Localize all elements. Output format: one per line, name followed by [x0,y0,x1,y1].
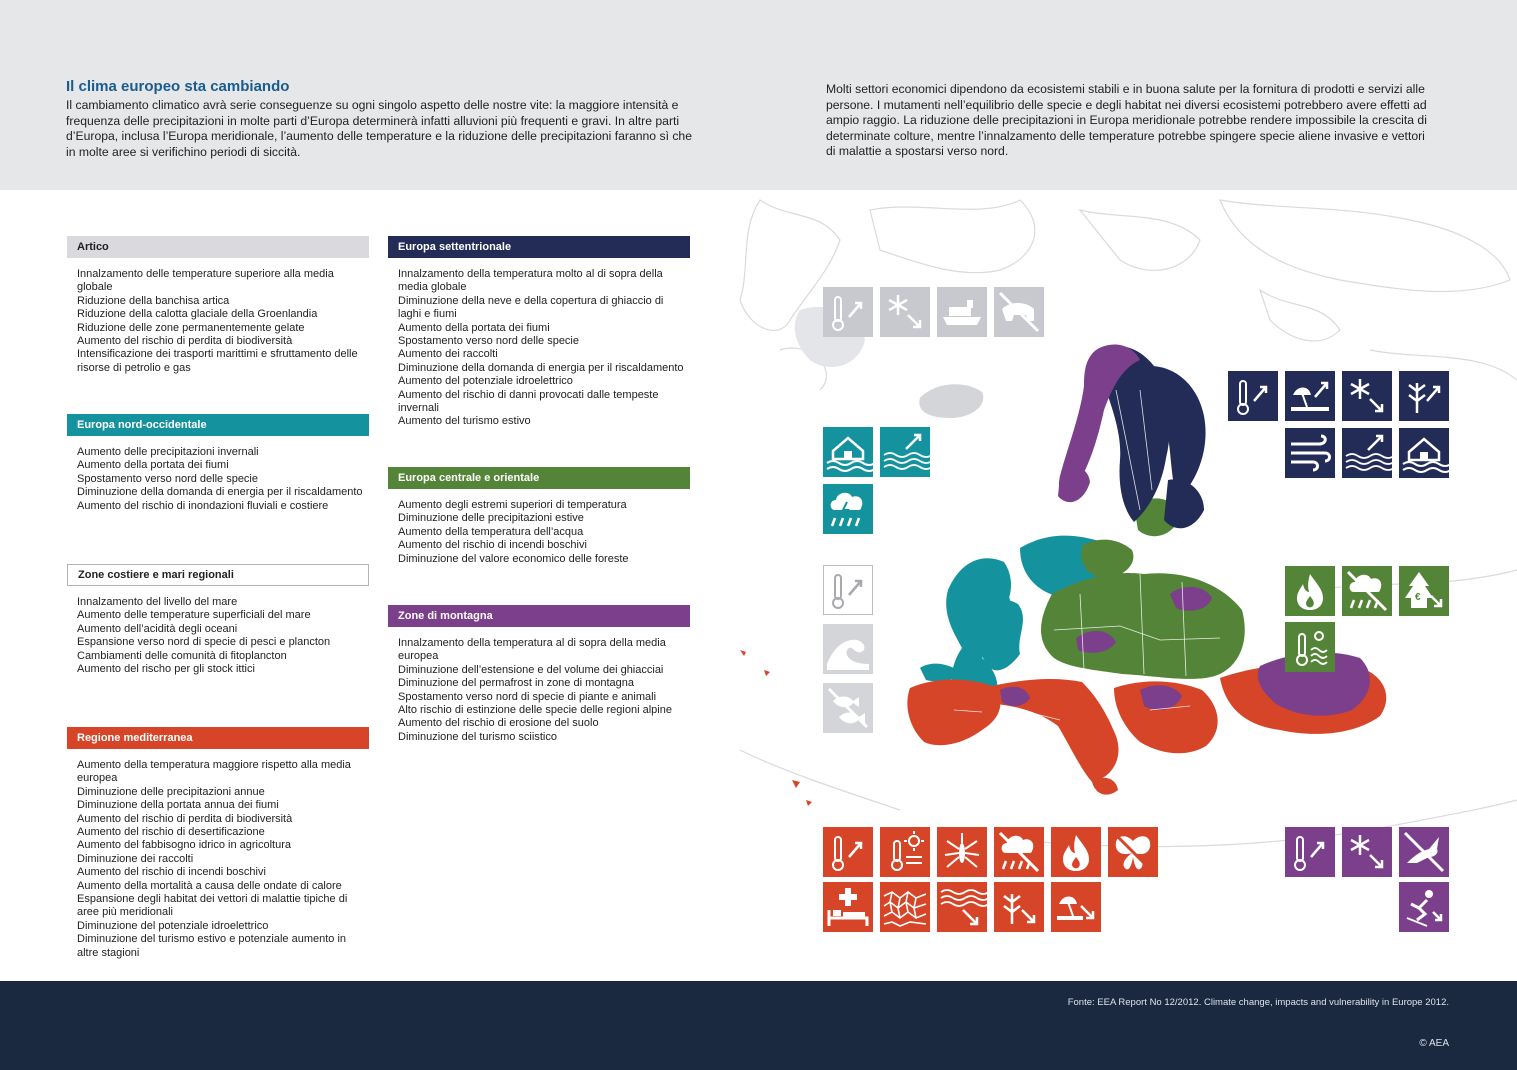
north-storm-wind-icon [1285,428,1335,478]
region-list-item: Diminuzione delle precipitazioni annue [77,785,265,798]
artic-polar-bear-crossed-icon [994,287,1044,337]
region-list-item: Alto rischio di estinzione delle specie delle regioni alpine [398,704,672,717]
region-list-item: Aumento del rischio di perdita di biodiversità [77,812,293,825]
region-list-item: Diminuzione del turismo sciistico [398,730,557,743]
central-rain-crossed-icon [1342,566,1392,616]
artic-ship-icon [937,287,987,337]
intro-header [0,0,1517,190]
region-north [388,236,690,429]
region-list-item: Aumento del rischo per gli stock ittici [77,663,255,676]
page-title: Il clima europeo sta cambiando [66,78,290,95]
med-mosquito-icon [937,827,987,877]
footer [0,981,1517,1070]
region-mediterranean-title: Regione mediterranea [67,727,369,749]
baltic-north-shape [1164,479,1204,528]
north-flood-house-icon [1399,428,1449,478]
region-list-item: Aumento della mortalità a causa delle ondate di calore [77,879,342,892]
region-list-item: Espansione degli habitat dei vettori di malattie tipiche di aree più meridionali [77,893,348,919]
med-thermometer-up-icon [823,827,873,877]
med-beach-down-icon [1051,882,1101,932]
region-north-list [388,268,690,429]
region-coastal-list [67,596,369,676]
intro-text-left: Il cambiamento climatico avrà serie conseguenze su ogni singolo aspetto delle nostre vite: la maggiore intensità e frequenza delle precipitazioni in molte parti d’Europa determinerà infatti alluvioni più frequenti e gravi. In altre parti d’Europa, inclusa l’Europa meridionale, l’aumento delle temperature e la riduzione delle precipitazioni faranno sì che in molte aree si verifichino periodi di siccità. [66,98,692,159]
region-list-item: Diminuzione del turismo estivo e potenziale aumento in altre stagioni [77,933,347,959]
region-list-item: Diminuzione delle precipitazioni estive [398,512,584,525]
mountain-skier-down-icon [1399,882,1449,932]
region-list-item: Aumento del rischio di inondazioni fluviali e costiere [77,499,329,512]
mountain-snow-down-icon [1342,827,1392,877]
region-list-item: Aumento della temperatura maggiore rispetto alla media europea [77,759,351,785]
region-list-item: Aumento del rischio di desertificazione [77,826,265,839]
region-list-item: Aumento della portata dei fiumi [398,321,550,334]
region-list-item: Spostamento verso nord di specie di piante e animali [398,690,657,703]
artic-snow-down-icon [880,287,930,337]
northwest-flood-house-icon [823,427,873,477]
region-list-item: Riduzione della banchisa artica [77,294,230,307]
region-central-list [388,499,690,566]
region-list-item: Diminuzione della domanda di energia per il riscaldamento [398,361,684,374]
med-heat-icon [880,827,930,877]
coastal-thermometer-up-icon [823,565,873,615]
region-central [388,467,690,566]
region-artic-title: Artico [67,236,369,258]
region-list-item: Aumento del rischio di danni provocati dalle tempeste invernali [398,388,659,415]
region-mountain-list [388,637,690,744]
region-mountain-title: Zone di montagna [388,605,690,627]
north-snow-down-icon [1342,371,1392,421]
region-list-item: Innalzamento della temperatura al di sopra della media europea [398,637,666,663]
svg-text:€: € [1415,592,1421,603]
region-mediterranean-list [67,759,369,960]
coastal-wave-icon [823,624,873,674]
med-crop-down-icon [994,882,1044,932]
region-list-item: Diminuzione dei raccolti [77,852,194,865]
north-river-up-icon [1342,428,1392,478]
north-beach-up-icon [1285,371,1335,421]
region-northwest [67,414,369,513]
north-crop-up-icon [1399,371,1449,421]
region-list-item: Spostamento verso nord delle specie [77,472,258,485]
region-list-item: Diminuzione del permafrost in zone di montagna [398,677,635,690]
region-list-item: Aumento del rischio di incendi boschivi [398,539,587,552]
source-note: Fonte: EEA Report No 12/2012. Climate change, impacts and vulnerability in Europe 2012. [1067,997,1449,1008]
region-list-item: Intensificazione dei trasporti marittimi e sfruttamento delle risorse di petrolio e gas [77,348,358,374]
region-list-item: Aumento degli estremi superiori di temperatura [398,499,627,511]
region-list-item: Aumento del rischio di incendi boschivi [77,866,266,879]
region-artic-list [67,268,369,375]
region-list-item: Aumento della portata dei fiumi [77,459,229,472]
region-list-item: Espansione verso nord di specie di pesci e plancton [77,636,331,649]
region-list-item: Riduzione della calotta glaciale della Groenlandia [77,308,318,321]
region-coastal [67,564,369,676]
central-water-temperature-icon [1285,622,1335,672]
north-thermometer-up-icon [1228,371,1278,421]
region-list-item: Innalzamento della temperatura molto al di sopra della media globale [398,268,663,294]
region-list-item: Innalzamento del livello del mare [77,596,238,608]
med-fire-icon [1051,827,1101,877]
region-north-title: Europa settentrionale [388,236,690,258]
region-list-item: Aumento dell’acidità degli oceani [77,622,238,635]
central-europe-shape [1041,573,1245,679]
region-list-item: Aumento del turismo estivo [398,415,531,428]
region-list-item: Cambiamenti delle comunità di fitoplancton [77,649,287,662]
central-fire-icon [1285,566,1335,616]
region-list-item: Diminuzione della portata annua dei fiumi [77,799,279,812]
region-list-item: Spostamento verso nord delle specie [398,335,579,348]
artic-thermometer-up-icon [823,287,873,337]
region-artic [67,236,369,375]
region-list-item: Diminuzione del potenziale idroelettrico [77,919,269,932]
region-mediterranean [67,727,369,960]
region-list-item: Aumento delle precipitazioni invernali [77,446,259,458]
med-rain-crossed-icon [994,827,1044,877]
sicily-shape [1092,778,1118,795]
med-butterfly-crossed-icon [1108,827,1158,877]
mountain-bird-crossed-icon [1399,827,1449,877]
region-list-item: Aumento del fabbisogno idrico in agricoltura [77,839,292,852]
region-list-item: Diminuzione della domanda di energia per il riscaldamento [77,486,363,499]
region-list-item: Diminuzione della neve e della copertura di ghiaccio di laghi e fiumi [398,294,664,321]
atlantic-islands-shape [740,650,812,806]
region-list-item: Aumento del potenziale idroelettrico [398,375,573,388]
region-list-item: Aumento delle temperature superficiali del mare [77,609,311,622]
region-list-item: Diminuzione dell’estensione e del volume dei ghiacciai [398,663,664,676]
copyright: © AEA [1419,1038,1449,1049]
iceland-shape [919,384,983,418]
mountain-thermometer-up-icon [1285,827,1335,877]
region-list-item: Aumento del rischio di erosione del suolo [398,717,599,730]
region-list-item: Riduzione delle zone permanentemente gelate [77,321,305,334]
region-northwest-title: Europa nord-occidentale [67,414,369,436]
region-list-item: Innalzamento delle temperature superiore alla media globale [77,268,334,294]
med-desert-icon [880,882,930,932]
coastal-fish-icon [823,683,873,733]
region-list-item: Aumento del rischio di perdita di biodiversità [77,335,293,348]
intro-text-right: Molti settori economici dipendono da ecosistemi stabili e in buona salute per la fornitura di prodotti e servizi alle persone. I mutamenti nell’equilibrio delle specie e degli habitat nei diversi ecosistemi potrebbero avere effetti ad ampio raggio. La riduzione delle precipitazioni in Europa meridionale potrebbe rendere impossibile la crescita di determinate colture, mentre l’innalzamento delle temperature potrebbe spingere specie aliene invasive e vettori di malattie a spostarsi verso nord. [826,82,1427,158]
northwest-sea-level-up-icon [880,427,930,477]
region-list-item: Aumento dei raccolti [398,348,498,361]
med-hospital-bed-icon [823,882,873,932]
region-coastal-title: Zone costiere e mari regionali [67,564,369,586]
region-list-item: Aumento della temperatura dell’acqua [398,525,584,538]
iberia-shape [907,680,1000,746]
region-list-item: Diminuzione del valore economico delle foreste [398,552,629,565]
med-river-down-icon [937,882,987,932]
region-mountain [388,605,690,744]
northwest-heavy-rain-icon [823,484,873,534]
central-forest-value-down-icon [1399,566,1449,616]
region-central-title: Europa centrale e orientale [388,467,690,489]
region-northwest-list [67,446,369,513]
